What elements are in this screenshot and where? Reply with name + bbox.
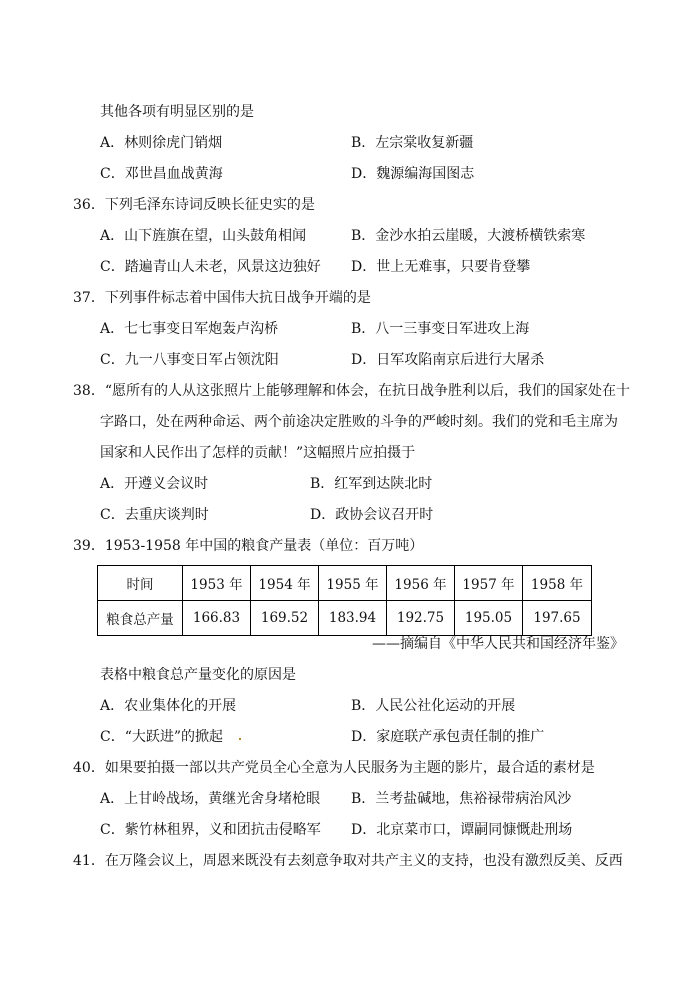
table-header-row — [98, 566, 592, 601]
q39-stem: 39．1953-1958 年中国的粮食产量表（单位：百万吨） — [73, 538, 424, 554]
q35-option-c: C．邓世昌血战黄海 — [100, 166, 223, 182]
table-cell: 169.52 — [251, 601, 319, 636]
q37-option-b: B．八一三事变日军进攻上海 — [351, 321, 530, 337]
q38-stem-line-3: 国家和人民作出了怎样的贡献！”这幅照片应拍摄于 — [100, 445, 416, 461]
q39-question: 表格中粮食总产量变化的原因是 — [100, 667, 296, 683]
q40-stem: 40．如果要拍摄一部以共产党员全心全意为人民服务为主题的影片，最合适的素材是 — [73, 760, 595, 776]
table-header-cell: 1954 年 — [251, 566, 319, 601]
q35-option-b: B．左宗棠收复新疆 — [351, 135, 474, 151]
q39-option-c: C．“大跃进”的掀起 — [100, 729, 224, 745]
q35-option-a: A．林则徐虎门销烟 — [100, 135, 223, 151]
q36-option-a: A．山下旌旗在望，山头鼓角相闻 — [100, 228, 307, 244]
table-source-citation: ——摘编自《中华人民共和国经济年鉴》 — [372, 636, 624, 652]
q37-option-d: D．日军攻陷南京后进行大屠杀 — [351, 352, 545, 368]
table-cell: 195.05 — [455, 601, 523, 636]
q39-option-a: A．农业集体化的开展 — [100, 698, 237, 714]
q39-option-b: B．人民公社化运动的开展 — [351, 698, 516, 714]
q36-option-c: C．踏遍青山人未老，风景这边独好 — [100, 259, 321, 275]
table-row — [98, 601, 592, 636]
table-header-cell: 1957 年 — [455, 566, 523, 601]
q36-option-d: D．世上无难事，只要肯登攀 — [351, 259, 531, 275]
table-cell: 197.65 — [523, 601, 592, 636]
q38-option-c: C．去重庆谈判时 — [100, 507, 209, 523]
table-cell: 183.94 — [319, 601, 387, 636]
grain-output-table — [97, 565, 592, 636]
scan-speck — [239, 738, 241, 740]
q35-option-d: D．魏源编海国图志 — [351, 166, 475, 182]
q38-stem-line-1: 38．“愿所有的人从这张照片上能够理解和体会，在抗日战争胜利以后，我们的国家处在十 — [73, 383, 630, 399]
q38-option-a: A．开遵义会议时 — [100, 476, 209, 492]
table-header-cell: 1953 年 — [183, 566, 251, 601]
q40-option-c: C．紫竹林租界，义和团抗击侵略军 — [100, 822, 321, 838]
q38-option-d: D．政协会议召开时 — [310, 507, 434, 523]
q40-option-d: D．北京菜市口，谭嗣同慷慨赴刑场 — [351, 822, 573, 838]
q41-stem: 41．在万隆会议上，周恩来既没有去刻意争取对共产主义的支持，也没有激烈反美、反西 — [73, 853, 623, 869]
q38-stem-line-2: 字路口，处在两种命运、两个前途决定胜败的斗争的严峻时刻。我们的党和毛主席为 — [100, 414, 618, 430]
table-header-cell: 1958 年 — [523, 566, 592, 601]
q37-option-c: C．九一八事变日军占领沈阳 — [100, 352, 279, 368]
table-header-cell: 1955 年 — [319, 566, 387, 601]
q35-stem: 其他各项有明显区别的是 — [100, 104, 254, 120]
table-header-cell: 时间 — [98, 566, 183, 601]
q36-option-b: B．金沙水拍云崖暖，大渡桥横铁索寒 — [351, 228, 586, 244]
q37-stem: 37．下列事件标志着中国伟大抗日战争开端的是 — [73, 290, 371, 306]
q40-option-b: B．兰考盐碱地，焦裕禄带病治风沙 — [351, 791, 572, 807]
table-cell: 粮食总产量 — [98, 601, 183, 636]
table-cell: 166.83 — [183, 601, 251, 636]
q40-option-a: A．上甘岭战场，黄继光舍身堵枪眼 — [100, 791, 321, 807]
q38-option-b: B．红军到达陕北时 — [310, 476, 433, 492]
q37-option-a: A．七七事变日军炮轰卢沟桥 — [100, 321, 279, 337]
table-header-cell: 1956 年 — [387, 566, 455, 601]
table-cell: 192.75 — [387, 601, 455, 636]
q36-stem: 36．下列毛泽东诗词反映长征史实的是 — [73, 197, 315, 213]
q39-option-d: D．家庭联产承包责任制的推广 — [351, 729, 545, 745]
